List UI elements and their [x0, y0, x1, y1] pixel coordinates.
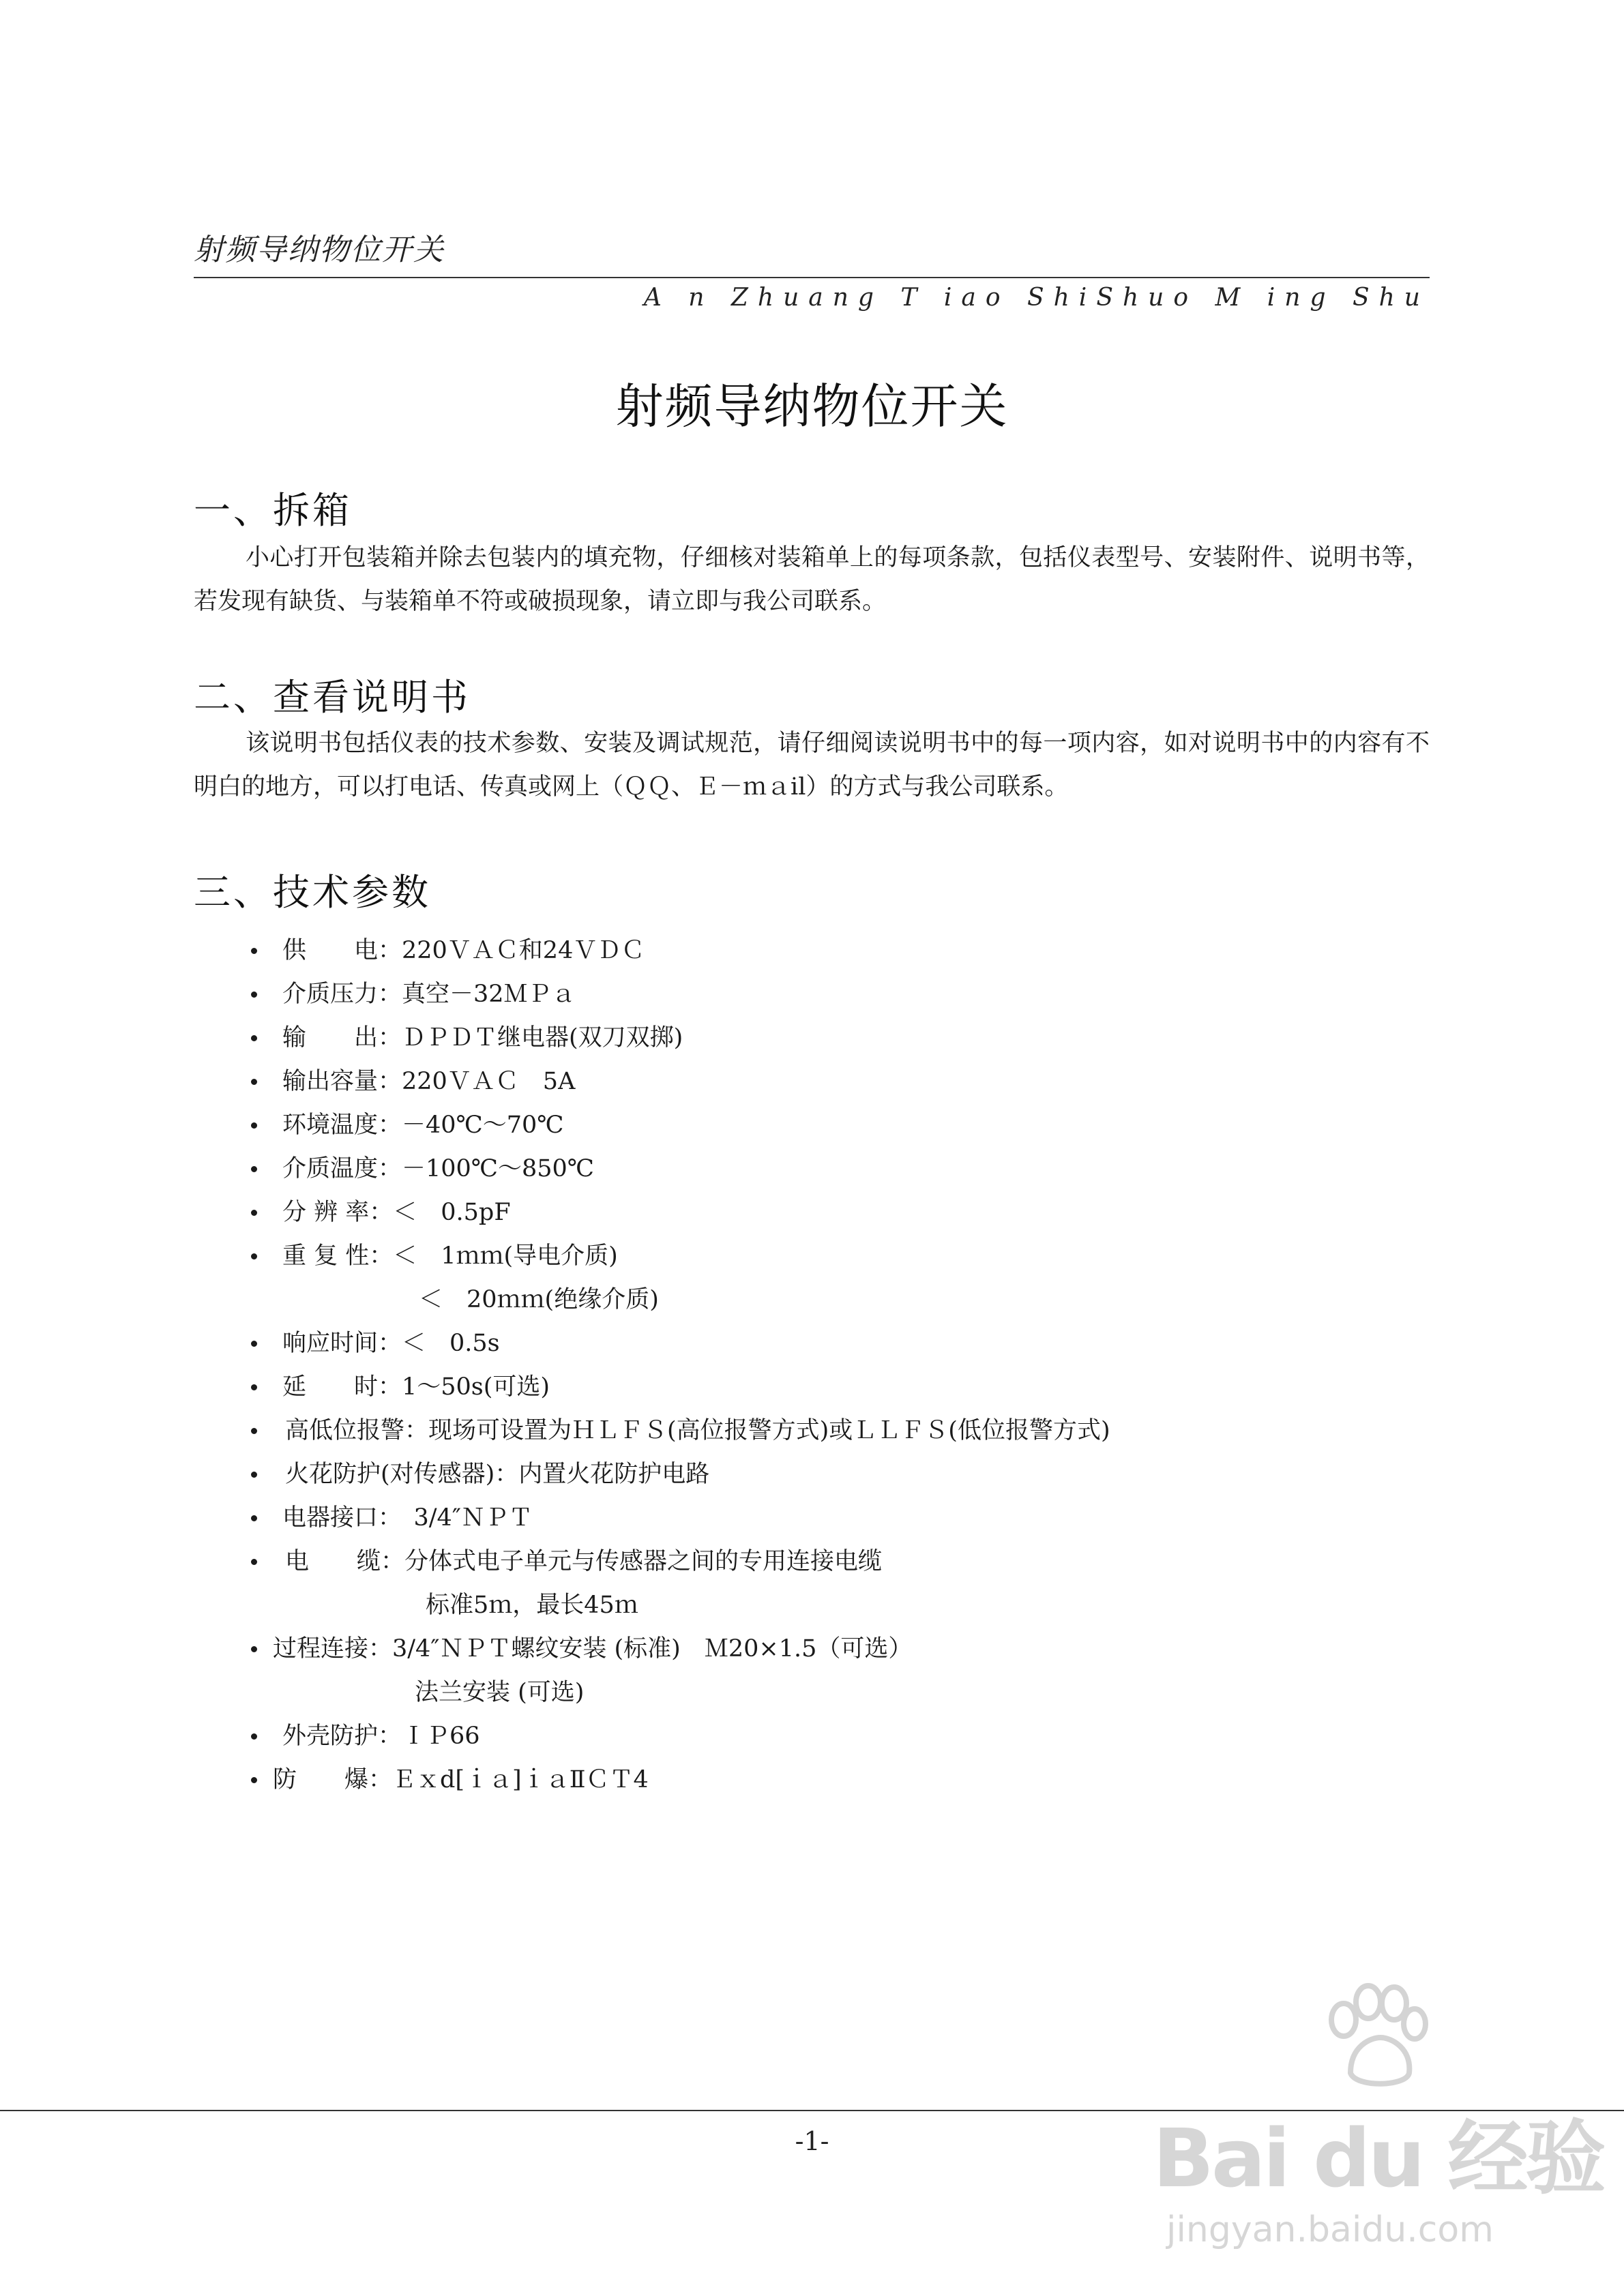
- watermark: [1153, 1978, 1604, 2278]
- list-item: [194, 1409, 1430, 1452]
- bullet-icon: [251, 1341, 257, 1347]
- list-item: [194, 1191, 1430, 1234]
- list-item-continuation: [194, 1278, 1430, 1322]
- spec-list: [194, 929, 1430, 1802]
- bullet-icon: [251, 1384, 257, 1390]
- list-item: [194, 1147, 1430, 1191]
- watermark-brand: Bai du 经验: [1153, 2111, 1604, 2205]
- list-item: [194, 1016, 1430, 1060]
- running-header-pinyin: A n Zhuang T iao ShiShuo M ing Shu: [643, 284, 1430, 312]
- spec-medium-temp: 介质温度：－100℃～850℃: [282, 1155, 594, 1182]
- bullet-icon: [251, 1646, 257, 1652]
- bullet-icon: [251, 1122, 257, 1129]
- bullet-icon: [251, 1733, 257, 1740]
- list-item: [194, 1627, 1430, 1671]
- list-item: [194, 1496, 1430, 1540]
- watermark-url: jingyan.baidu.com: [1166, 2209, 1494, 2250]
- list-item-continuation: [194, 1671, 1430, 1714]
- bullet-icon: [251, 1472, 257, 1478]
- bullet-icon: [251, 992, 257, 998]
- bullet-icon: [251, 1777, 257, 1783]
- running-header-title: 射频导纳物位开关: [194, 233, 445, 267]
- document-title: 射频导纳物位开关: [615, 378, 1009, 434]
- section-heading-specs: 三、技术参数: [194, 871, 431, 914]
- spec-repeatability-insulating: ＜ 20ｍｍ(绝缘介质): [419, 1286, 659, 1313]
- section-heading-unpacking: 一、拆箱: [194, 489, 352, 532]
- spec-enclosure: 外壳防护：ＩＰ66: [282, 1723, 480, 1750]
- spec-pressure: 介质压力：真空－32ＭＰａ: [282, 981, 576, 1008]
- list-item: [194, 1103, 1430, 1147]
- list-item: [194, 929, 1430, 972]
- list-item-continuation: [194, 1583, 1430, 1627]
- spec-response: 响应时间：＜ 0.5s: [282, 1330, 500, 1357]
- bullet-icon: [251, 1035, 257, 1041]
- bullet-icon: [251, 1428, 257, 1434]
- bullet-icon: [251, 1166, 257, 1172]
- list-item: [194, 1758, 1430, 1802]
- list-item: [194, 1714, 1430, 1758]
- list-item: [194, 1234, 1430, 1278]
- spec-cable: 电 缆：分体式电子单元与传感器之间的专用连接电缆: [285, 1548, 883, 1575]
- list-item: [194, 1060, 1430, 1103]
- bullet-icon: [251, 1515, 257, 1521]
- spec-repeatability: 重 复 性：＜ 1ｍｍ(导电介质): [282, 1242, 618, 1270]
- list-item: [194, 1365, 1430, 1409]
- section-paragraph-manual: 该说明书包括仪表的技术参数、安装及调试规范，请仔细阅读说明书中的每一项内容，如对说明书中的内容有不明白的地方，可以打电话、传真或网上（ＱＱ、Ｅ－ｍａil）的方式与我公司联系。: [194, 730, 1430, 801]
- header-divider: [194, 277, 1430, 278]
- list-item: [194, 972, 1430, 1016]
- paw-logo-icon: [1316, 1978, 1432, 2093]
- list-item: [194, 1452, 1430, 1496]
- spec-ambient-temp: 环境温度：－40℃～70℃: [282, 1112, 564, 1139]
- spec-supply: 供 电：220ＶＡＣ和24ＶＤＣ: [282, 937, 645, 964]
- list-item: [194, 1322, 1430, 1365]
- spec-resolution: 分 辨 率：＜ 0.5pF: [282, 1199, 511, 1226]
- bullet-icon: [251, 1210, 257, 1216]
- spec-explosion-proof: 防 爆：Ｅｘd[ｉａ]ｉａⅡＣＴ4: [273, 1766, 649, 1793]
- spec-electrical-interface: 电器接口： 3/4″ＮＰＴ: [282, 1504, 533, 1532]
- spec-alarm: 高低位报警：现场可设置为ＨＬＦＳ(高位报警方式)或ＬＬＦＳ(低位报警方式): [285, 1417, 1110, 1444]
- spec-process-flange: 法兰安装 (可选): [415, 1679, 585, 1706]
- spec-capacity: 输出容量：220ＶＡＣ 5A: [282, 1068, 576, 1095]
- bullet-icon: [251, 1253, 257, 1259]
- section-paragraph-unpacking: 小心打开包装箱并除去包装内的填充物，仔细核对装箱单上的每项条款，包括仪表型号、安装附件、说明书等，若发现有缺货、与装箱单不符或破损现象，请立即与我公司联系。: [194, 544, 1430, 615]
- section-heading-manual: 二、查看说明书: [194, 676, 471, 719]
- list-item: [194, 1540, 1430, 1583]
- bullet-icon: [251, 1559, 257, 1565]
- spec-output: 输 出：ＤＰＤＴ继电器(双刀双掷): [282, 1024, 683, 1052]
- spec-cable-length: 标准5ｍ，最长45ｍ: [426, 1592, 638, 1619]
- spec-delay: 延 时：1～50s(可选): [282, 1373, 550, 1401]
- spec-spark-protection: 火花防护(对传感器)：内置火花防护电路: [285, 1461, 710, 1488]
- bullet-icon: [251, 1079, 257, 1085]
- spec-process-connection: 过程连接：3/4″ＮＰＴ螺纹安装 (标准) Ｍ20×1.5（可选）: [273, 1635, 913, 1663]
- page-number: -1-: [795, 2126, 829, 2156]
- bullet-icon: [251, 948, 257, 954]
